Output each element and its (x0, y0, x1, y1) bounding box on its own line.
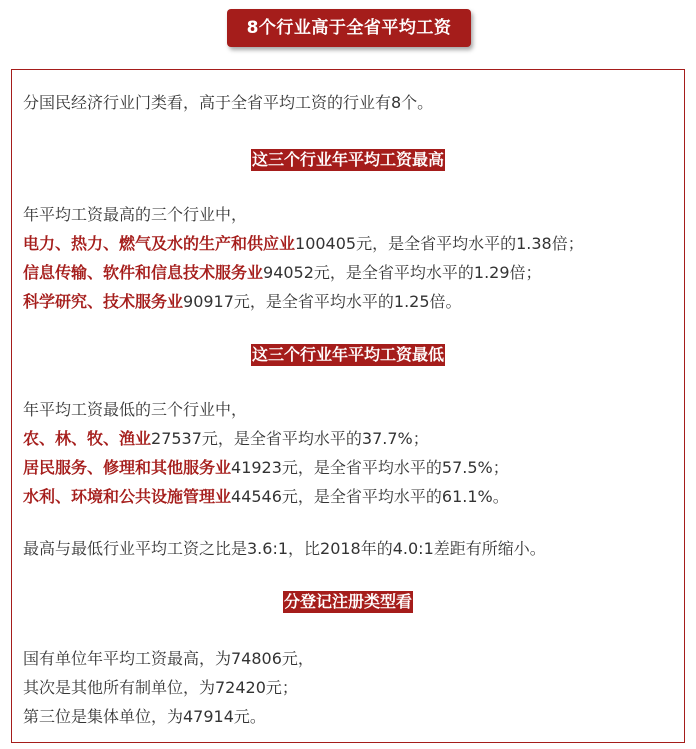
list-item: 国有单位年平均工资最高，为74806元， (23, 649, 314, 668)
industry-name: 居民服务、修理和其他服务业 (23, 458, 232, 477)
industry-name: 农、林、牧、渔业 (23, 429, 152, 448)
section-heading-highest (12, 149, 684, 171)
section-heading-lowest-label: 这三个行业年平均工资最低 (251, 345, 444, 364)
industry-name: 信息传输、软件和信息技术服务业 (23, 263, 264, 282)
lowest-lead: 年平均工资最低的三个行业中， (23, 400, 248, 419)
list-item (23, 258, 678, 287)
highest-lead: 年平均工资最高的三个行业中， (23, 205, 248, 224)
ratio-text: 最高与最低行业平均工资之比是3.6:1，比2018年的4.0:1差距有所缩小。 (23, 539, 546, 558)
page-title: 8个行业高于全省平均工资 (227, 9, 471, 47)
industry-detail: 27537元，是全省平均水平的37.7%； (151, 429, 429, 448)
article-body (11, 69, 685, 743)
industry-detail: 44546元，是全省平均水平的61.1%。 (231, 487, 509, 506)
list-item: 其次是其他所有制单位，为72420元； (23, 678, 298, 697)
industry-name: 水利、环境和公共设施管理业 (23, 487, 232, 506)
highest-paragraph (23, 200, 678, 316)
list-item: 第三位是集体单位，为47914元。 (23, 707, 266, 726)
section-heading-registration (12, 591, 684, 613)
industry-detail: 100405元，是全省平均水平的1.38倍； (295, 234, 584, 253)
list-item (23, 453, 678, 482)
registration-paragraph (23, 644, 678, 731)
section-heading-highest-label: 这三个行业年平均工资最高 (251, 150, 444, 169)
industry-detail: 94052元，是全省平均水平的1.29倍； (263, 263, 542, 282)
industry-detail: 41923元，是全省平均水平的57.5%； (231, 458, 509, 477)
list-item (23, 229, 678, 258)
list-item (23, 482, 678, 511)
industry-name: 电力、热力、燃气及水的生产和供应业 (23, 234, 296, 253)
list-item (23, 424, 678, 453)
list-item (23, 287, 678, 316)
lowest-paragraph (23, 395, 678, 511)
intro-text: 分国民经济行业门类看，高于全省平均工资的行业有8个。 (23, 93, 434, 112)
section-heading-registration-label: 分登记注册类型看 (283, 592, 412, 611)
ratio-paragraph (23, 534, 678, 563)
industry-name: 科学研究、技术服务业 (23, 292, 184, 311)
section-heading-lowest (12, 344, 684, 366)
intro-paragraph (23, 88, 678, 117)
industry-detail: 90917元，是全省平均水平的1.25倍。 (183, 292, 462, 311)
